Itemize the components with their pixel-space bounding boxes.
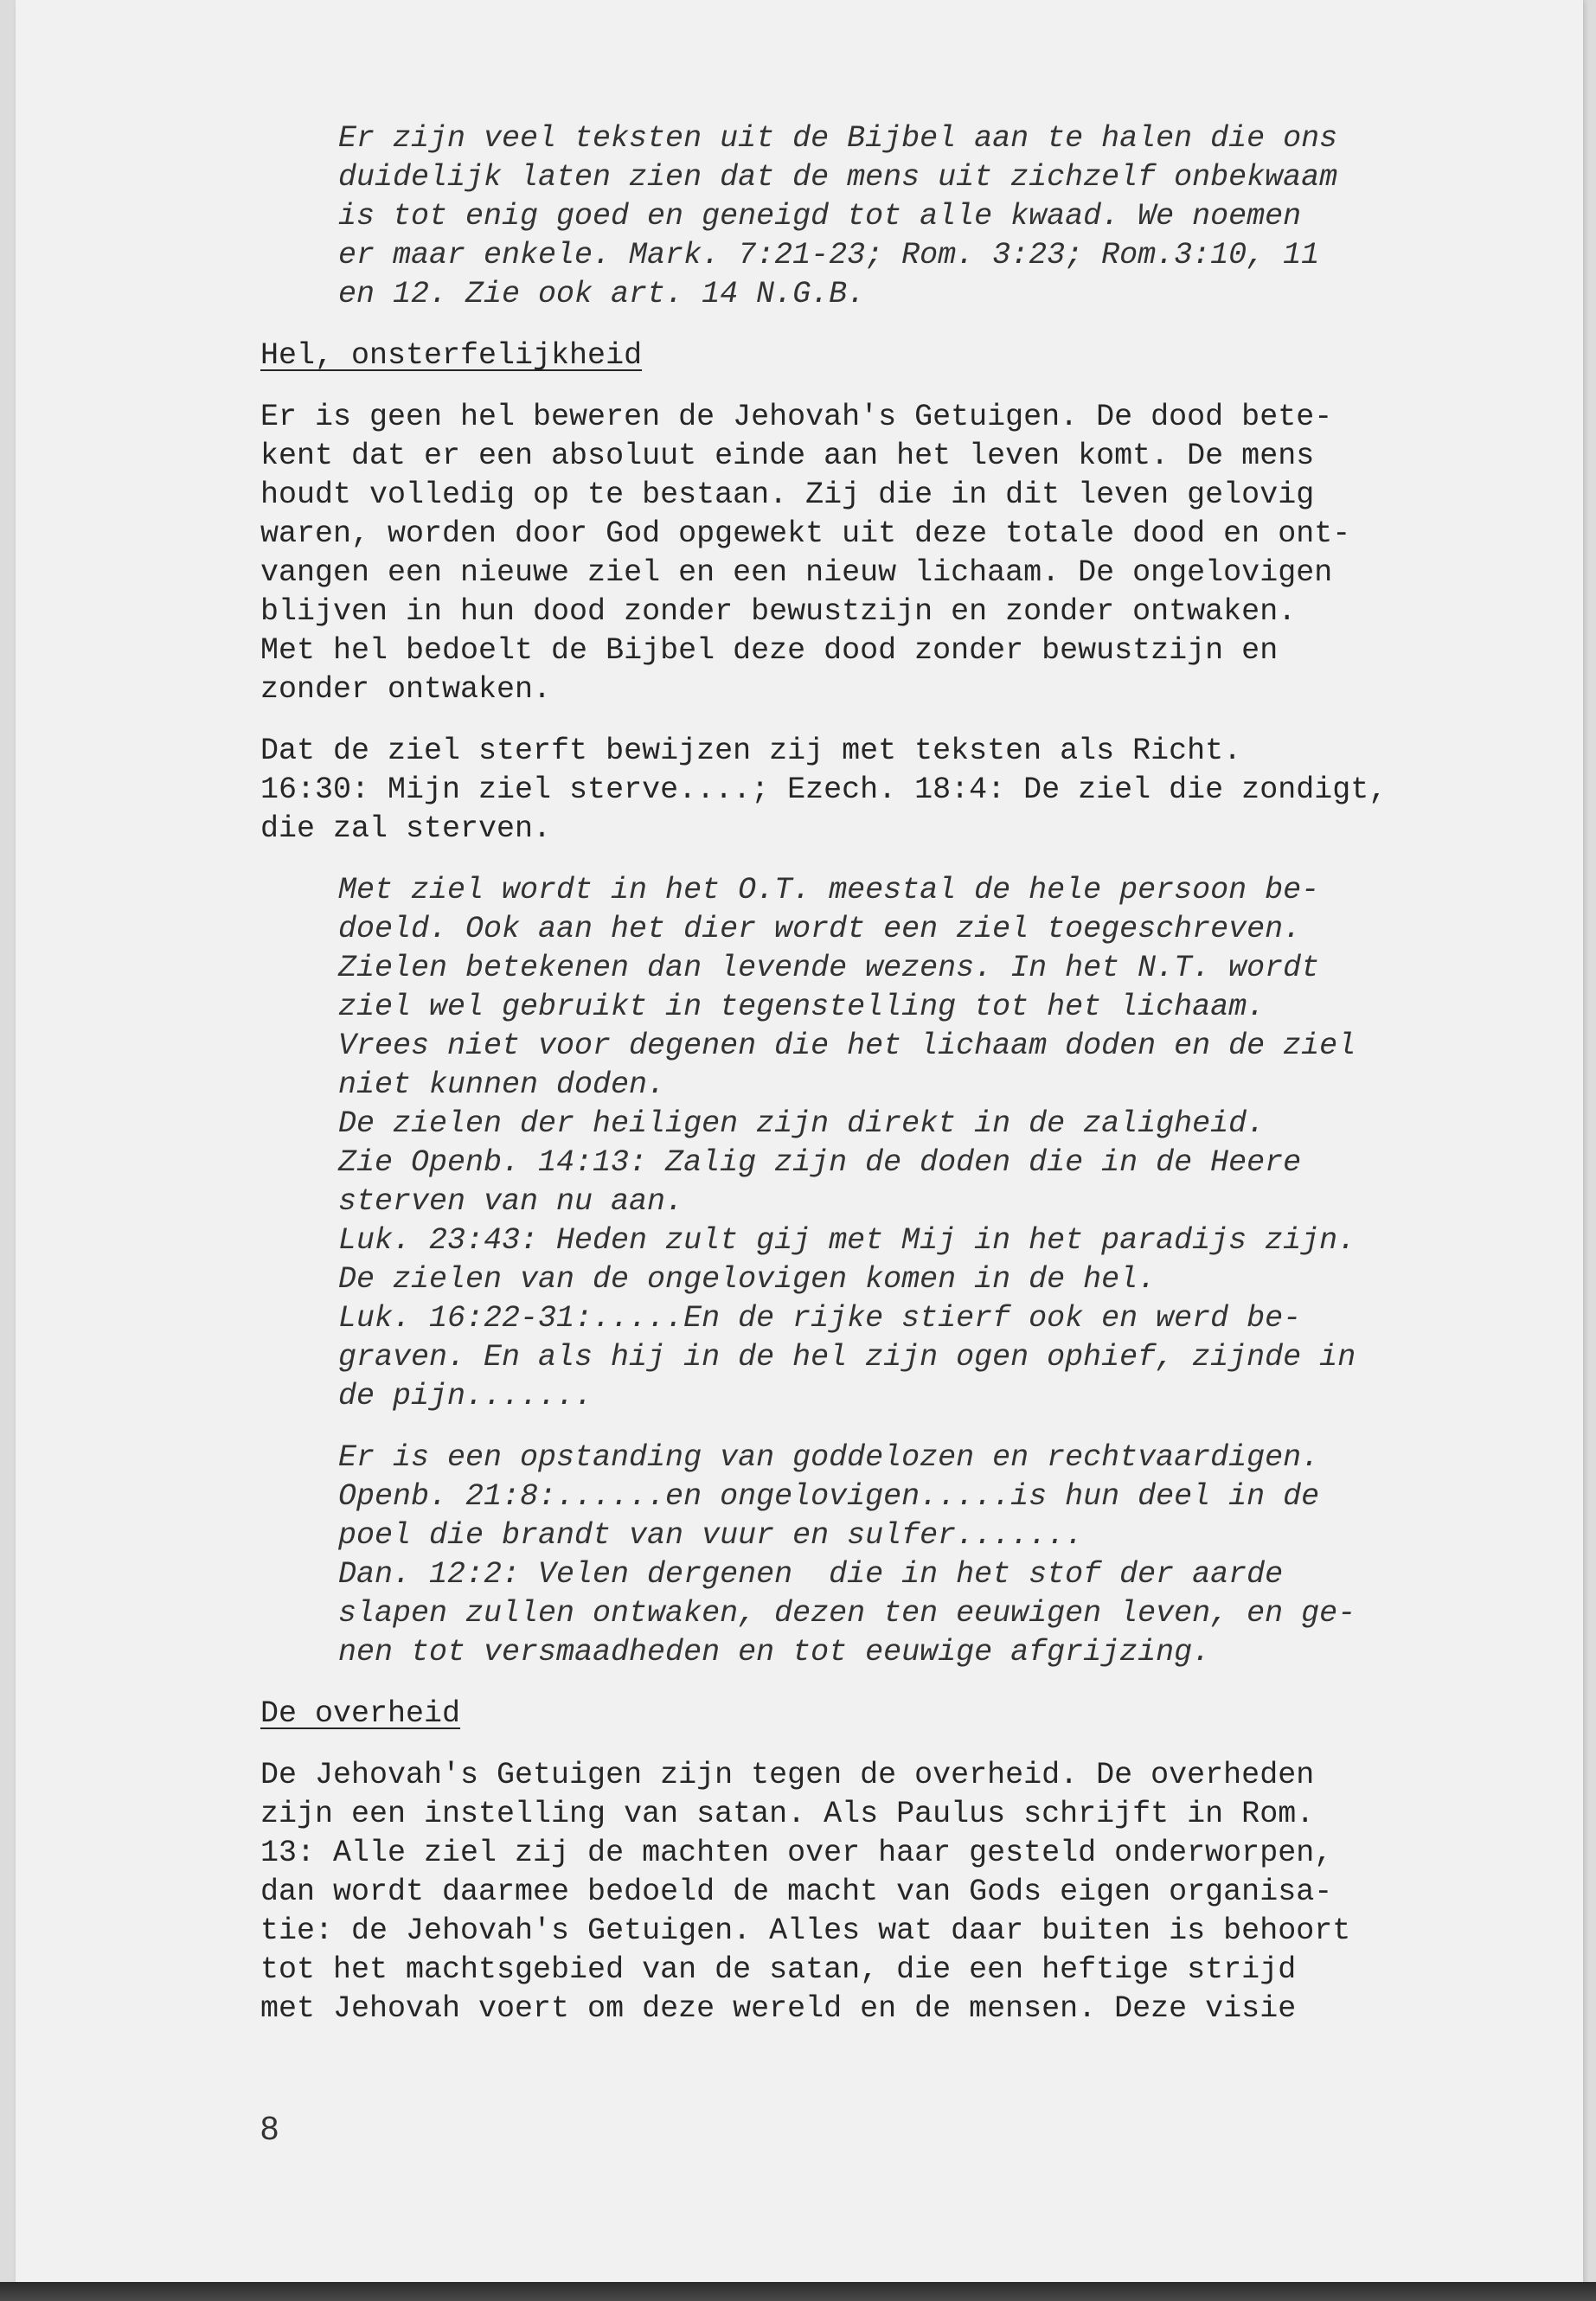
text-line: De zielen der heiligen zijn direkt in de zaligheid.	[338, 1106, 1266, 1141]
scan-bottom-edge	[0, 2282, 1596, 2301]
text-line: sterven van nu aan.	[338, 1184, 684, 1219]
paragraph	[260, 1756, 1515, 2029]
text-line: blijven in hun dood zonder bewustzijn en zonder ontwaken.	[260, 594, 1297, 629]
quoted-passage	[260, 119, 1515, 314]
text-line: Luk. 23:43: Heden zult gij met Mij in het paradijs zijn.	[338, 1223, 1356, 1258]
text-line: duidelijk laten zien dat de mens uit zichzelf onbekwaam	[338, 160, 1338, 195]
section-heading: Hel, onsterfelijkheid	[260, 338, 643, 373]
text-column	[260, 119, 1515, 2029]
text-line: De Jehovah's Getuigen zijn tegen de overheid. De overheden	[260, 1758, 1315, 1792]
text-line: Zie Openb. 14:13: Zalig zijn de doden die in de Heere	[338, 1145, 1302, 1180]
text-line: Met ziel wordt in het O.T. meestal de hele persoon be-	[338, 873, 1320, 907]
document-page	[16, 0, 1583, 2301]
text-line: Dan. 12:2: Velen dergenen die in het stof der aarde	[338, 1557, 1284, 1592]
text-line: Dat de ziel sterft bewijzen zij met teksten als Richt.	[260, 734, 1242, 768]
text-line: 13: Alle ziel zij de machten over haar gesteld onderworpen,	[260, 1836, 1333, 1870]
block-gap	[260, 375, 1515, 398]
text-line: graven. En als hij in de hel zijn ogen ophief, zijnde in	[338, 1340, 1356, 1375]
block-gap	[260, 1416, 1515, 1439]
text-line: zonder ontwaken.	[260, 672, 552, 707]
text-line: dan wordt daarmee bedoeld de macht van Gods eigen organisa-	[260, 1875, 1333, 1909]
text-line: vangen een nieuwe ziel en een nieuw lichaam. De ongelovigen	[260, 555, 1333, 590]
text-line: Er is een opstanding van goddelozen en rechtvaardigen.	[338, 1440, 1320, 1475]
text-line: niet kunnen doden.	[338, 1067, 666, 1102]
text-line: waren, worden door God opgewekt uit deze totale dood en ont-	[260, 516, 1351, 551]
block-gap	[260, 1672, 1515, 1695]
text-line: de pijn.......	[338, 1379, 593, 1413]
text-line: slapen zullen ontwaken, dezen ten eeuwigen leven, en ge-	[338, 1596, 1356, 1631]
text-line: tot het machtsgebied van de satan, die een heftige strijd	[260, 1952, 1297, 1987]
page-number: 8	[260, 2111, 279, 2147]
text-line: poel die brandt van vuur en sulfer.......	[338, 1518, 1084, 1553]
text-line: Vrees niet voor degenen die het lichaam doden en de ziel	[338, 1029, 1356, 1063]
section-heading: De overheid	[260, 1696, 461, 1731]
text-line: Er zijn veel teksten uit de Bijbel aan te halen die ons	[338, 121, 1338, 156]
text-line: Zielen betekenen dan levende wezens. In het N.T. wordt	[338, 951, 1320, 985]
text-line: en 12. Zie ook art. 14 N.G.B.	[338, 277, 866, 311]
block-gap	[260, 314, 1515, 336]
block-gap	[260, 1734, 1515, 1756]
block-gap	[260, 709, 1515, 732]
text-line: Er is geen hel beweren de Jehovah's Getuigen. De dood bete-	[260, 400, 1333, 434]
text-line: 16:30: Mijn ziel sterve....; Ezech. 18:4: De ziel die zondigt,	[260, 772, 1388, 807]
text-line: Openb. 21:8:......en ongelovigen.....is hun deel in de	[338, 1479, 1320, 1514]
text-line: met Jehovah voert om deze wereld en de mensen. Deze visie	[260, 1991, 1297, 2026]
quoted-passage	[260, 1439, 1515, 1672]
text-line: doeld. Ook aan het dier wordt een ziel toegeschreven.	[338, 912, 1302, 946]
text-line: kent dat er een absoluut einde aan het leven komt. De mens	[260, 439, 1315, 473]
paragraph	[260, 398, 1515, 709]
text-line: er maar enkele. Mark. 7:21-23; Rom. 3:23; Rom.3:10, 11	[338, 238, 1320, 272]
text-line: Met hel bedoelt de Bijbel deze dood zonder bewustzijn en	[260, 633, 1279, 668]
block-gap	[260, 849, 1515, 871]
text-line: Luk. 16:22-31:.....En de rijke stierf ook en werd be-	[338, 1301, 1302, 1336]
paragraph	[260, 732, 1515, 849]
text-line: is tot enig goed en geneigd tot alle kwaad. We noemen	[338, 199, 1302, 234]
text-line: houdt volledig op te bestaan. Zij die in dit leven gelovig	[260, 478, 1315, 512]
text-line: De zielen van de ongelovigen komen in de hel.	[338, 1262, 1157, 1297]
text-line: zijn een instelling van satan. Als Paulus schrijft in Rom.	[260, 1797, 1315, 1831]
text-line: tie: de Jehovah's Getuigen. Alles wat daar buiten is behoort	[260, 1913, 1351, 1948]
text-line: nen tot versmaadheden en tot eeuwige afgrijzing.	[338, 1635, 1211, 1670]
quoted-passage	[260, 871, 1515, 1416]
text-line: ziel wel gebruikt in tegenstelling tot het lichaam.	[338, 990, 1266, 1024]
text-line: die zal sterven.	[260, 811, 552, 846]
